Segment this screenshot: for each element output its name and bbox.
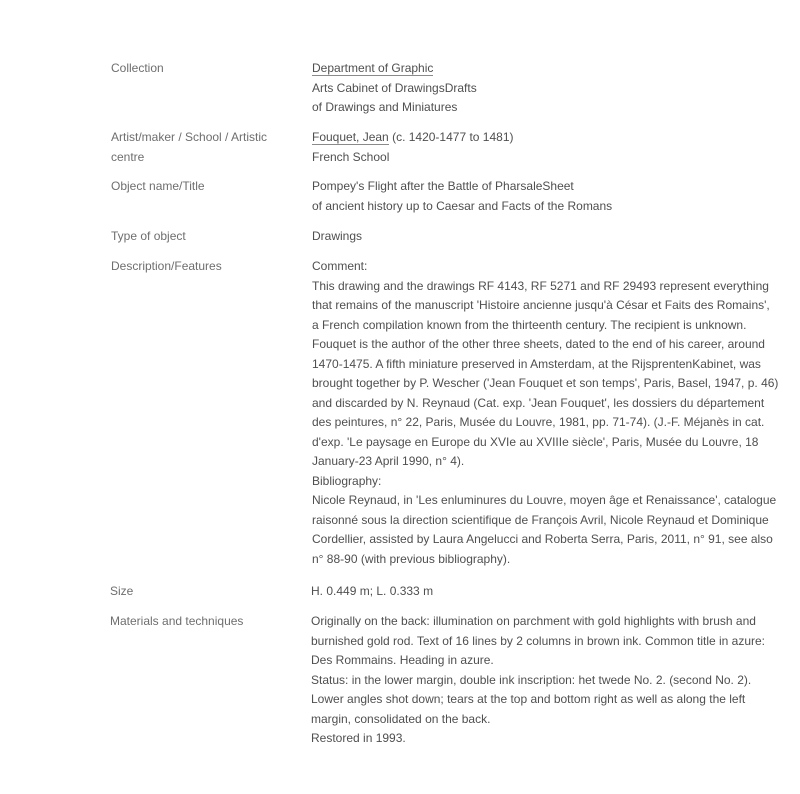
artist-school: French School (312, 149, 390, 164)
description-line: Bibliography: (312, 473, 382, 488)
description-line: and discarded by N. Reynaud (Cat. exp. 'Jean Fouquet', les dossiers du département (312, 395, 765, 410)
size-label: Size (110, 584, 134, 598)
materials-line: Restored in 1993. (311, 731, 406, 745)
description-line: a French compilation known from the thirteenth century. The recipient is unknown. (312, 317, 747, 332)
description-line: des peintures, n° 22, Paris, Musée du Louvre, 1981, pp. 71-74). (J.-F. Méjanès in cat. (312, 415, 765, 429)
description-line: 1470-1475. A fifth miniature preserved in Amsterdam, at the RijsprentenKabinet, was (312, 356, 761, 371)
description-line: n° 88-90 (with previous bibliography). (312, 551, 511, 566)
description-line: Nicole Reynaud, in 'Les enluminures du Louvre, moyen âge et Renaissance', catalogue (312, 493, 777, 507)
artist-dates: (c. 1420-1477 to 1481) (388, 130, 514, 144)
description-line: brought together by P. Wescher ('Jean Fouquet et son temps', Paris, Basel, 1947, p. 46) (312, 376, 779, 390)
materials-value (311, 612, 766, 749)
materials-line: Lower angles shot down; tears at the top and bottom right as well as along the left (311, 692, 746, 706)
size-value (311, 582, 751, 602)
description-line: that remains of the manuscript 'Histoire ancienne jusqu'à César et Faits des Romains', (312, 298, 770, 312)
materials-line: Originally on the back: illumination on parchment with gold highlights with brush and (311, 614, 756, 628)
materials-line: margin, consolidated on the back. (311, 711, 491, 726)
description-line: raisonné sous la direction scientifique de François Avril, Nicole Reynaud et Dominique (312, 512, 769, 527)
materials-label: Materials and techniques (110, 614, 244, 628)
description-line: January-23 April 1990, n° 4). (312, 454, 465, 468)
artist-label-line: centre (111, 149, 145, 164)
title-label: Object name/Title (111, 179, 205, 193)
title-line: of ancient history up to Caesar and Facts of the Romans (312, 198, 613, 213)
collection-value (312, 59, 752, 118)
collection-line: Arts Cabinet of DrawingsDrafts (312, 80, 477, 95)
description-line: Cordellier, assisted by Laura Angelucci and Roberta Serra, Paris, 2011, n° 91, see also (312, 532, 773, 546)
collection-line: of Drawings and Miniatures (312, 100, 458, 114)
collection-link[interactable]: Department of Graphic (312, 61, 434, 75)
materials-line: burnished gold rod. Text of 16 lines by 2 columns in brown ink. Common title in azure: (311, 633, 766, 648)
artist-label-line: Artist/maker / School / Artistic (111, 130, 268, 144)
collection-label: Collection (111, 61, 164, 75)
size-line: H. 0.449 m; L. 0.333 m (311, 584, 434, 598)
materials-line: Status: in the lower margin, double ink inscription: het twede No. 2. (second No. 2). (311, 672, 752, 687)
type-value (312, 227, 752, 247)
title-line: Pompey's Flight after the Battle of PharsaleSheet (312, 179, 574, 193)
type-label: Type of object (111, 229, 186, 243)
description-line: Comment: (312, 259, 368, 273)
description-value (312, 257, 779, 569)
title-value (312, 177, 752, 216)
artist-link[interactable]: Fouquet, Jean (312, 130, 389, 144)
artist-label (111, 128, 281, 167)
description-line: d'exp. 'Le paysage en Europe du XVIe au XVIIIe siècle', Paris, Musée du Louvre, 18 (312, 434, 759, 449)
type-line: Drawings (312, 229, 363, 243)
description-label: Description/Features (111, 259, 222, 273)
description-line: Fouquet is the author of the other three sheets, dated to the end of his career, around (312, 337, 765, 351)
description-line: This drawing and the drawings RF 4143, RF 5271 and RF 29493 represent everything (312, 278, 769, 293)
materials-line: Des Rommains. Heading in azure. (311, 653, 494, 667)
artist-value (312, 128, 752, 167)
